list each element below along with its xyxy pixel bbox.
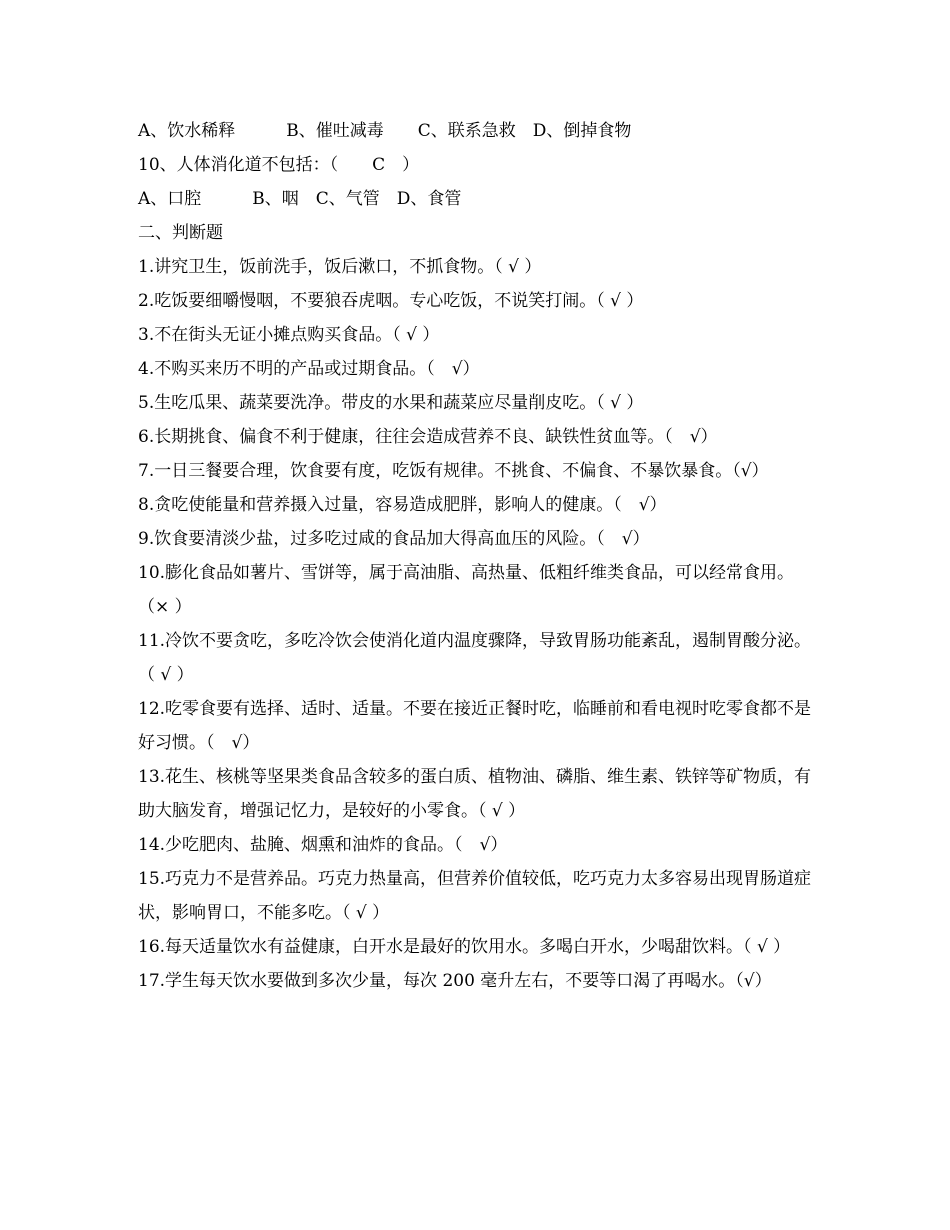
judgment-item-2: 2.吃饭要细嚼慢咽，不要狼吞虎咽。专心吃饭，不说笑打闹。（ √ ） bbox=[138, 291, 644, 311]
question-10: 10、人体消化道不包括：（ C ） bbox=[138, 155, 420, 175]
judgment-item-12: 12.吃零食要有选择、适时、适量。不要在接近正餐时吃，临睡前和看电视时吃零食都不是好习惯。（ √） bbox=[138, 699, 812, 753]
judgment-item-6: 6.长期挑食、偏食不利于健康，往往会造成营养不良、缺铁性贫血等。（ √） bbox=[138, 427, 718, 447]
judgment-item-17: 17.学生每天饮水要做到多次少量，每次 200 毫升左右，不要等口渴了再喝水。（√） bbox=[138, 971, 772, 991]
judgment-item-7: 7.一日三餐要合理，饮食要有度，吃饭有规律。不挑食、不偏食、不暴饮暴食。（√） bbox=[138, 461, 769, 481]
judgment-item-1: 1.讲究卫生，饭前洗手，饭后漱口，不抓食物。（ √ ） bbox=[138, 257, 542, 277]
document-body bbox=[138, 114, 814, 998]
answer-options-q10: A、口腔 B、咽 C、气管 D、食管 bbox=[138, 189, 462, 209]
judgment-item-10: 10.膨化食品如薯片、雪饼等，属于高油脂、高热量、低粗纤维类食品，可以经常食用。（× ） bbox=[138, 563, 795, 617]
judgment-item-15: 15.巧克力不是营养品。巧克力热量高，但营养价值较低，吃巧克力太多容易出现胃肠道症状，影响胃口，不能多吃。（ √ ） bbox=[138, 869, 812, 923]
judgment-item-3: 3.不在街头无证小摊点购买食品。（ √ ） bbox=[138, 325, 440, 345]
judgment-item-16: 16.每天适量饮水有益健康，白开水是最好的饮用水。多喝白开水，少喝甜饮料。（ √ ） bbox=[138, 937, 791, 957]
judgment-item-5: 5.生吃瓜果、蔬菜要洗净。带皮的水果和蔬菜应尽量削皮吃。（ √ ） bbox=[138, 393, 644, 413]
judgment-item-9: 9.饮食要清淡少盐，过多吃过咸的食品加大得高血压的风险。（ √） bbox=[138, 529, 650, 549]
section-heading-true-false: 二、判断题 bbox=[138, 223, 223, 243]
judgment-item-4: 4.不购买来历不明的产品或过期食品。（ √） bbox=[138, 359, 480, 379]
judgment-item-11: 11.冷饮不要贪吃，多吃冷饮会使消化道内温度骤降，导致胃肠功能紊乱，遏制胃酸分泌。（ √ ） bbox=[138, 631, 812, 685]
answer-options-q9: A、饮水稀释 B、催吐减毒 C、联系急救 D、倒掉食物 bbox=[138, 121, 632, 141]
judgment-item-8: 8.贪吃使能量和营养摄入过量，容易造成肥胖，影响人的健康。（ √） bbox=[138, 495, 667, 515]
judgment-item-14: 14.少吃肥肉、盐腌、烟熏和油炸的食品。（ √） bbox=[138, 835, 508, 855]
judgment-item-13: 13.花生、核桃等坚果类食品含较多的蛋白质、植物油、磷脂、维生素、铁锌等矿物质，有助大脑发育，增强记忆力，是较好的小零食。（ √ ） bbox=[138, 767, 812, 821]
